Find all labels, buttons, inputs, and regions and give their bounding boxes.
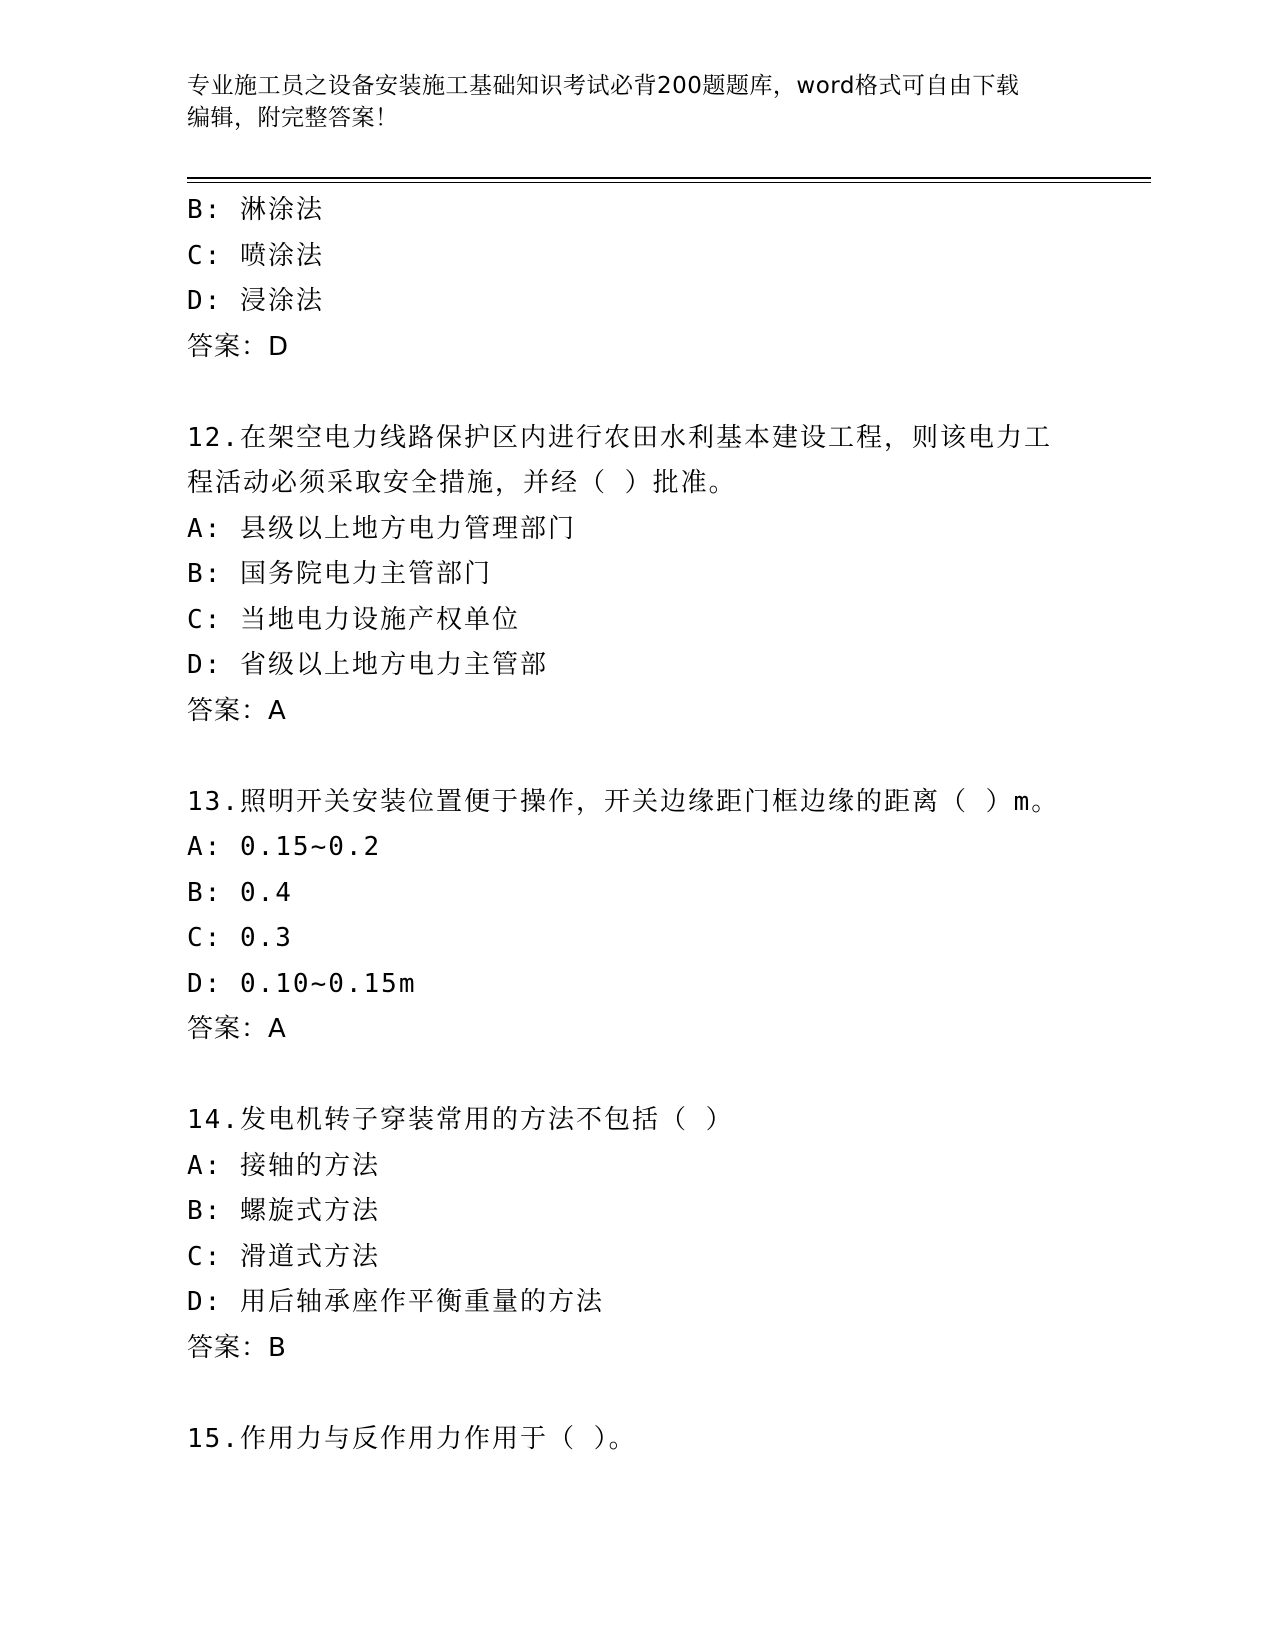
- answer: 答案：B: [187, 1332, 287, 1363]
- question-text-line-2: 程活动必须采取安全措施，并经（ ）批准。: [187, 468, 737, 498]
- question-text-line-1: 15.作用力与反作用力作用于（ ）。: [187, 1423, 637, 1454]
- question-11: [187, 188, 1087, 370]
- answer: 答案：D: [187, 331, 290, 362]
- option-b: B: 国务院电力主管部门: [187, 559, 492, 589]
- header-title-line-2: 编辑，附完整答案！: [187, 105, 399, 131]
- question-text-line-1: 12.在架空电力线路保护区内进行农田水利基本建设工程，则该电力工: [187, 422, 1052, 453]
- option-c: C: 滑道式方法: [187, 1241, 380, 1272]
- option-a: A: 县级以上地方电力管理部门: [187, 513, 576, 544]
- option-c: C: 喷涂法: [187, 240, 324, 271]
- question-15: [187, 1417, 1087, 1463]
- header-rule-thin: [187, 182, 1151, 183]
- question-12: [187, 416, 1087, 735]
- option-d: D: 省级以上地方电力主管部: [187, 650, 548, 680]
- header-rule-thick: [187, 177, 1151, 179]
- option-b: B: 0.4: [187, 877, 293, 908]
- option-d: D: 浸涂法: [187, 286, 324, 316]
- option-d: D: 0.10~0.15m: [187, 968, 417, 999]
- header-title-line-1: 专业施工员之设备安装施工基础知识考试必背200题题库，word格式可自由下载: [187, 73, 1020, 99]
- option-b: B: 螺旋式方法: [187, 1196, 380, 1226]
- question-13: [187, 780, 1087, 1053]
- question-text-line-1: 13.照明开关安装位置便于操作，开关边缘距门框边缘的距离（ ）m。: [187, 786, 1060, 817]
- option-c: C: 当地电力设施产权单位: [187, 604, 520, 635]
- option-a: A: 接轴的方法: [187, 1150, 380, 1181]
- option-c: C: 0.3: [187, 923, 293, 953]
- question-list: [187, 188, 1087, 1462]
- option-b: B: 淋涂法: [187, 195, 324, 225]
- option-d: D: 用后轴承座作平衡重量的方法: [187, 1287, 604, 1317]
- answer: 答案：A: [187, 1014, 287, 1044]
- document-header: [187, 70, 1067, 134]
- option-a: A: 0.15~0.2: [187, 832, 382, 862]
- question-14: [187, 1098, 1087, 1371]
- answer: 答案：A: [187, 695, 287, 726]
- question-text-line-1: 14.发电机转子穿装常用的方法不包括（ ）: [187, 1105, 734, 1135]
